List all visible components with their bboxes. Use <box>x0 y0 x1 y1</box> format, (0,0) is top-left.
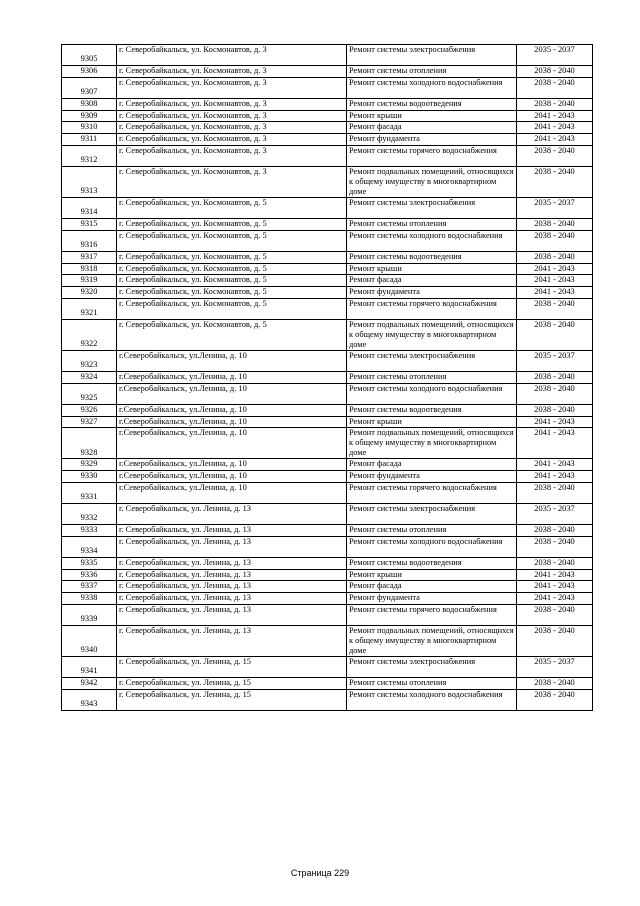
address-cell: г.Северобайкальск, ул.Ленина, д. 10 <box>117 350 347 371</box>
table-row <box>62 298 593 319</box>
address-cell: г. Северобайкальск, ул. Космонавтов, д. 3 <box>117 45 347 66</box>
period-cell: 2038 - 2040 <box>517 218 593 230</box>
work-type-cell: Ремонт подвальных помещений, относящихся к общему имуществу в многоквартирном доме <box>347 428 517 459</box>
table-row <box>62 66 593 78</box>
table-row <box>62 689 593 710</box>
period-cell: 2038 - 2040 <box>517 371 593 383</box>
work-type-cell: Ремонт системы отопления <box>347 66 517 78</box>
table-row <box>62 110 593 122</box>
row-number-cell: 9337 <box>62 581 117 593</box>
period-cell: 2038 - 2040 <box>517 66 593 78</box>
table-row <box>62 45 593 66</box>
table-row <box>62 593 593 605</box>
address-cell: г. Северобайкальск, ул. Космонавтов, д. 5 <box>117 263 347 275</box>
work-type-cell: Ремонт фундамента <box>347 593 517 605</box>
work-type-cell: Ремонт системы холодного водоснабжения <box>347 383 517 404</box>
period-cell: 2041 - 2043 <box>517 122 593 134</box>
period-cell: 2041 - 2043 <box>517 287 593 299</box>
table-body <box>62 45 593 711</box>
address-cell: г. Северобайкальск, ул. Ленина, д. 15 <box>117 656 347 677</box>
period-cell: 2035 - 2037 <box>517 503 593 524</box>
period-cell: 2038 - 2040 <box>517 677 593 689</box>
address-cell: г. Северобайкальск, ул. Ленина, д. 13 <box>117 581 347 593</box>
address-cell: г. Северобайкальск, ул. Космонавтов, д. 5 <box>117 251 347 263</box>
address-cell: г. Северобайкальск, ул. Ленина, д. 13 <box>117 557 347 569</box>
address-cell: г.Северобайкальск, ул.Ленина, д. 10 <box>117 416 347 428</box>
work-type-cell: Ремонт фасада <box>347 459 517 471</box>
table-row <box>62 122 593 134</box>
address-cell: г. Северобайкальск, ул. Ленина, д. 15 <box>117 677 347 689</box>
address-cell: г. Северобайкальск, ул. Ленина, д. 15 <box>117 689 347 710</box>
row-number-cell: 9314 <box>62 197 117 218</box>
table-row <box>62 197 593 218</box>
table-row <box>62 404 593 416</box>
row-number-cell: 9338 <box>62 593 117 605</box>
repair-schedule-table <box>61 44 593 711</box>
row-number-cell: 9323 <box>62 350 117 371</box>
period-cell: 2041 - 2043 <box>517 263 593 275</box>
work-type-cell: Ремонт фасада <box>347 581 517 593</box>
row-number-cell: 9336 <box>62 569 117 581</box>
work-type-cell: Ремонт системы электроснабжения <box>347 45 517 66</box>
period-cell: 2041 - 2043 <box>517 134 593 146</box>
work-type-cell: Ремонт крыши <box>347 416 517 428</box>
period-cell: 2038 - 2040 <box>517 404 593 416</box>
table-row <box>62 251 593 263</box>
table-row <box>62 604 593 625</box>
address-cell: г. Северобайкальск, ул. Космонавтов, д. 3 <box>117 166 347 197</box>
period-cell: 2038 - 2040 <box>517 604 593 625</box>
work-type-cell: Ремонт системы горячего водоснабжения <box>347 604 517 625</box>
row-number-cell: 9340 <box>62 625 117 656</box>
period-cell: 2038 - 2040 <box>517 383 593 404</box>
row-number-cell: 9326 <box>62 404 117 416</box>
row-number-cell: 9341 <box>62 656 117 677</box>
page-number: Страница 229 <box>290 868 350 878</box>
table-row <box>62 503 593 524</box>
row-number-cell: 9330 <box>62 471 117 483</box>
work-type-cell: Ремонт фасада <box>347 275 517 287</box>
row-number-cell: 9339 <box>62 604 117 625</box>
period-cell: 2041 - 2043 <box>517 275 593 287</box>
row-number-cell: 9317 <box>62 251 117 263</box>
table-row <box>62 371 593 383</box>
table-row <box>62 656 593 677</box>
period-cell: 2041 - 2043 <box>517 459 593 471</box>
row-number-cell: 9332 <box>62 503 117 524</box>
address-cell: г. Северобайкальск, ул. Космонавтов, д. 5 <box>117 319 347 350</box>
row-number-cell: 9333 <box>62 524 117 536</box>
period-cell: 2038 - 2040 <box>517 251 593 263</box>
period-cell: 2041 - 2043 <box>517 569 593 581</box>
address-cell: г.Северобайкальск, ул.Ленина, д. 10 <box>117 404 347 416</box>
row-number-cell: 9319 <box>62 275 117 287</box>
period-cell: 2038 - 2040 <box>517 298 593 319</box>
row-number-cell: 9325 <box>62 383 117 404</box>
table-row <box>62 524 593 536</box>
address-cell: г. Северобайкальск, ул. Космонавтов, д. 5 <box>117 218 347 230</box>
row-number-cell: 9310 <box>62 122 117 134</box>
address-cell: г.Северобайкальск, ул.Ленина, д. 10 <box>117 459 347 471</box>
period-cell: 2038 - 2040 <box>517 98 593 110</box>
table-row <box>62 230 593 251</box>
period-cell: 2041 - 2043 <box>517 110 593 122</box>
table-row <box>62 263 593 275</box>
work-type-cell: Ремонт подвальных помещений, относящихся к общему имуществу в многоквартирном доме <box>347 625 517 656</box>
period-cell: 2038 - 2040 <box>517 689 593 710</box>
work-type-cell: Ремонт системы электроснабжения <box>347 503 517 524</box>
row-number-cell: 9321 <box>62 298 117 319</box>
work-type-cell: Ремонт системы водоотведения <box>347 404 517 416</box>
table-row <box>62 98 593 110</box>
address-cell: г.Северобайкальск, ул.Ленина, д. 10 <box>117 383 347 404</box>
address-cell: г. Северобайкальск, ул. Космонавтов, д. 3 <box>117 134 347 146</box>
row-number-cell: 9306 <box>62 66 117 78</box>
table-row <box>62 77 593 98</box>
row-number-cell: 9307 <box>62 77 117 98</box>
row-number-cell: 9329 <box>62 459 117 471</box>
table-row <box>62 134 593 146</box>
row-number-cell: 9322 <box>62 319 117 350</box>
row-number-cell: 9335 <box>62 557 117 569</box>
row-number-cell: 9316 <box>62 230 117 251</box>
address-cell: г. Северобайкальск, ул. Космонавтов, д. 5 <box>117 230 347 251</box>
work-type-cell: Ремонт системы горячего водоснабжения <box>347 482 517 503</box>
work-type-cell: Ремонт подвальных помещений, относящихся к общему имуществу в многоквартирном доме <box>347 166 517 197</box>
work-type-cell: Ремонт фундамента <box>347 134 517 146</box>
work-type-cell: Ремонт системы электроснабжения <box>347 656 517 677</box>
row-number-cell: 9324 <box>62 371 117 383</box>
table-row <box>62 166 593 197</box>
address-cell: г. Северобайкальск, ул. Космонавтов, д. 5 <box>117 275 347 287</box>
row-number-cell: 9313 <box>62 166 117 197</box>
work-type-cell: Ремонт системы отопления <box>347 524 517 536</box>
table-row <box>62 145 593 166</box>
period-cell: 2035 - 2037 <box>517 350 593 371</box>
period-cell: 2038 - 2040 <box>517 230 593 251</box>
work-type-cell: Ремонт системы холодного водоснабжения <box>347 230 517 251</box>
work-type-cell: Ремонт системы водоотведения <box>347 98 517 110</box>
address-cell: г. Северобайкальск, ул. Космонавтов, д. 3 <box>117 77 347 98</box>
table-row <box>62 350 593 371</box>
period-cell: 2041 - 2043 <box>517 593 593 605</box>
table-row <box>62 569 593 581</box>
row-number-cell: 9342 <box>62 677 117 689</box>
table-row <box>62 459 593 471</box>
row-number-cell: 9334 <box>62 536 117 557</box>
address-cell: г. Северобайкальск, ул. Ленина, д. 13 <box>117 604 347 625</box>
address-cell: г. Северобайкальск, ул. Космонавтов, д. 3 <box>117 145 347 166</box>
work-type-cell: Ремонт системы электроснабжения <box>347 350 517 371</box>
period-cell: 2041 - 2043 <box>517 428 593 459</box>
row-number-cell: 9308 <box>62 98 117 110</box>
address-cell: г. Северобайкальск, ул. Ленина, д. 13 <box>117 625 347 656</box>
work-type-cell: Ремонт подвальных помещений, относящихся к общему имуществу в многоквартирном доме <box>347 319 517 350</box>
row-number-cell: 9315 <box>62 218 117 230</box>
row-number-cell: 9305 <box>62 45 117 66</box>
address-cell: г. Северобайкальск, ул. Ленина, д. 13 <box>117 593 347 605</box>
period-cell: 2035 - 2037 <box>517 656 593 677</box>
period-cell: 2038 - 2040 <box>517 557 593 569</box>
table-row <box>62 471 593 483</box>
period-cell: 2038 - 2040 <box>517 319 593 350</box>
table-row <box>62 536 593 557</box>
work-type-cell: Ремонт системы водоотведения <box>347 557 517 569</box>
address-cell: г. Северобайкальск, ул. Ленина, д. 13 <box>117 569 347 581</box>
table-row <box>62 319 593 350</box>
table-row <box>62 275 593 287</box>
address-cell: г. Северобайкальск, ул. Космонавтов, д. 3 <box>117 122 347 134</box>
table-row <box>62 287 593 299</box>
work-type-cell: Ремонт системы отопления <box>347 218 517 230</box>
address-cell: г. Северобайкальск, ул. Космонавтов, д. 5 <box>117 287 347 299</box>
address-cell: г. Северобайкальск, ул. Космонавтов, д. 5 <box>117 298 347 319</box>
address-cell: г. Северобайкальск, ул. Космонавтов, д. 3 <box>117 66 347 78</box>
row-number-cell: 9309 <box>62 110 117 122</box>
row-number-cell: 9320 <box>62 287 117 299</box>
period-cell: 2041 - 2043 <box>517 581 593 593</box>
work-type-cell: Ремонт системы отопления <box>347 677 517 689</box>
address-cell: г.Северобайкальск, ул.Ленина, д. 10 <box>117 371 347 383</box>
address-cell: г. Северобайкальск, ул. Космонавтов, д. 5 <box>117 197 347 218</box>
period-cell: 2038 - 2040 <box>517 482 593 503</box>
address-cell: г. Северобайкальск, ул. Космонавтов, д. 3 <box>117 110 347 122</box>
period-cell: 2035 - 2037 <box>517 197 593 218</box>
table-row <box>62 428 593 459</box>
table-row <box>62 218 593 230</box>
table-row <box>62 581 593 593</box>
work-type-cell: Ремонт системы электроснабжения <box>347 197 517 218</box>
period-cell: 2035 - 2037 <box>517 45 593 66</box>
work-type-cell: Ремонт системы холодного водоснабжения <box>347 689 517 710</box>
table-row <box>62 416 593 428</box>
work-type-cell: Ремонт крыши <box>347 263 517 275</box>
table-row <box>62 557 593 569</box>
work-type-cell: Ремонт крыши <box>347 110 517 122</box>
work-type-cell: Ремонт системы холодного водоснабжения <box>347 77 517 98</box>
work-type-cell: Ремонт фасада <box>347 122 517 134</box>
work-type-cell: Ремонт фундамента <box>347 287 517 299</box>
work-type-cell: Ремонт системы горячего водоснабжения <box>347 298 517 319</box>
period-cell: 2041 - 2043 <box>517 471 593 483</box>
row-number-cell: 9331 <box>62 482 117 503</box>
row-number-cell: 9318 <box>62 263 117 275</box>
row-number-cell: 9343 <box>62 689 117 710</box>
address-cell: г. Северобайкальск, ул. Ленина, д. 13 <box>117 503 347 524</box>
row-number-cell: 9328 <box>62 428 117 459</box>
period-cell: 2038 - 2040 <box>517 77 593 98</box>
work-type-cell: Ремонт фундамента <box>347 471 517 483</box>
work-type-cell: Ремонт системы горячего водоснабжения <box>347 145 517 166</box>
table-row <box>62 625 593 656</box>
work-type-cell: Ремонт системы отопления <box>347 371 517 383</box>
period-cell: 2038 - 2040 <box>517 536 593 557</box>
row-number-cell: 9327 <box>62 416 117 428</box>
period-cell: 2041 - 2043 <box>517 416 593 428</box>
table-row <box>62 383 593 404</box>
address-cell: г. Северобайкальск, ул. Ленина, д. 13 <box>117 536 347 557</box>
table-row <box>62 677 593 689</box>
address-cell: г.Северобайкальск, ул.Ленина, д. 10 <box>117 482 347 503</box>
address-cell: г. Северобайкальск, ул. Ленина, д. 13 <box>117 524 347 536</box>
work-type-cell: Ремонт системы водоотведения <box>347 251 517 263</box>
period-cell: 2038 - 2040 <box>517 166 593 197</box>
address-cell: г.Северобайкальск, ул.Ленина, д. 10 <box>117 471 347 483</box>
row-number-cell: 9312 <box>62 145 117 166</box>
table-row <box>62 482 593 503</box>
row-number-cell: 9311 <box>62 134 117 146</box>
period-cell: 2038 - 2040 <box>517 145 593 166</box>
work-type-cell: Ремонт системы холодного водоснабжения <box>347 536 517 557</box>
address-cell: г.Северобайкальск, ул.Ленина, д. 10 <box>117 428 347 459</box>
period-cell: 2038 - 2040 <box>517 625 593 656</box>
address-cell: г. Северобайкальск, ул. Космонавтов, д. 3 <box>117 98 347 110</box>
work-type-cell: Ремонт крыши <box>347 569 517 581</box>
period-cell: 2038 - 2040 <box>517 524 593 536</box>
